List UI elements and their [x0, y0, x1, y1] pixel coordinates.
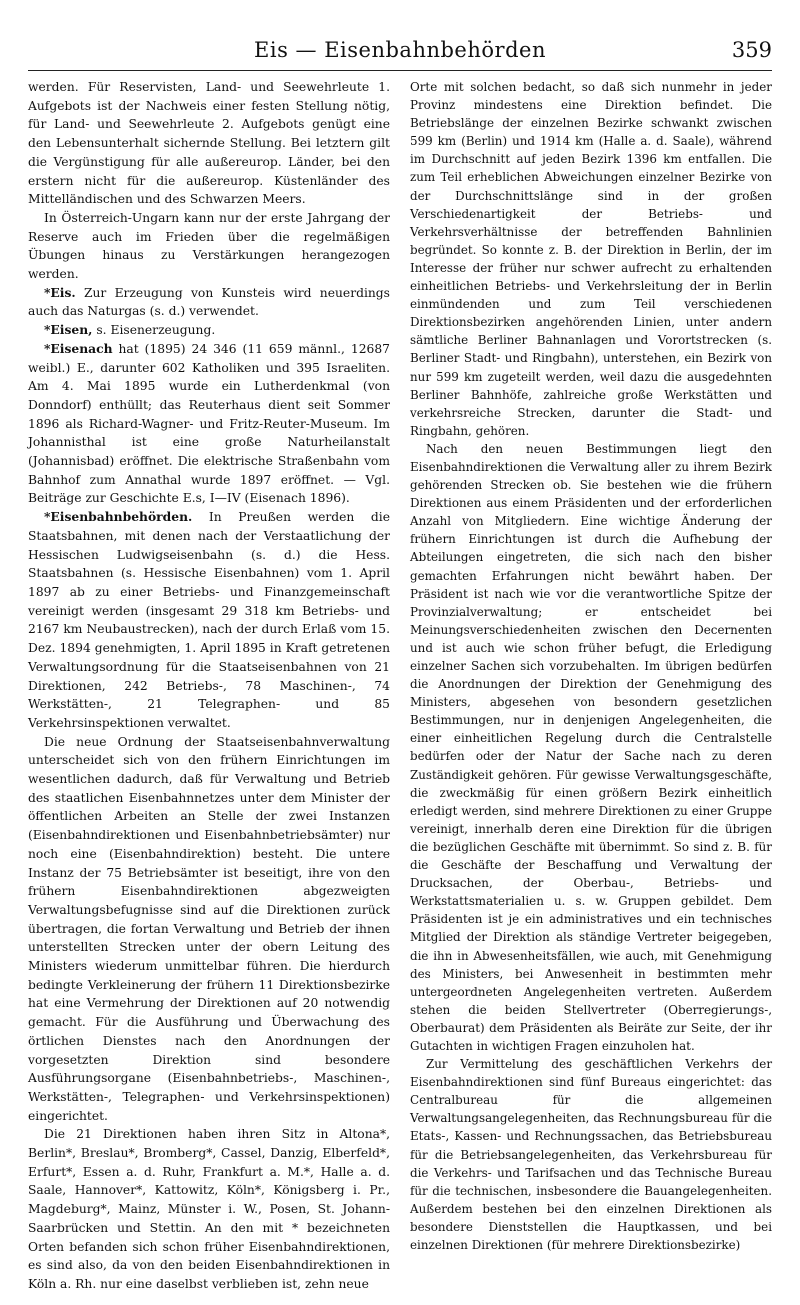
entry: *Eisenbahnbehörden. In Preußen werden die Staatsbahnen, mit denen nach der Verstaatlichung der Hessischen Ludwigseisenbahn (s. d.) die Hess. Staatsbahnen (s. Hessische Eisenbahnen) vom 1. April 1897 ab zu einer Betriebs- und Finanzgemeinschaft vereinigt werden (insgesamt 29 318 km Betriebs- und 2167 km Neubaustrecken), nach der durch Erlaß vom 15. Dez. 1894 genehmigten, 1. April 1895 in Kraft getretenen Verwaltungsordnung für die Staatseisenbahnen von 21 Direktionen, 242 Betriebs-, 78 Maschinen-, 74 Werkstätten-, 21 Telegraphen- und 85 Verkehrsinspektionen verwaltet. — [28, 509, 390, 730]
lemma: *Eisen, — [44, 322, 93, 338]
right-column — [410, 78, 772, 1254]
page-header — [28, 38, 772, 70]
lemma: *Eisenach — [44, 340, 113, 356]
entry: *Eisenach hat (1895) 24 346 (11 659 männl., 12687 weibl.) E., darunter 602 Katholiken und 395 Israeliten. Am 4. Mai 1895 wurde ein Lutherdenkmal (von Donndorf) enthüllt; das Reuterhaus dient seit Sommer 1896 als Richard-Wagner- und Fritz-Reuter-Museum. Im Johannisthal ist eine große Naturheilanstalt (Johannisbad) eröffnet. Die elektrische Straßenbahn vom Bahnhof zum Annathal wurde 1897 eröffnet. — Vgl. Beiträge zur Geschichte E.s, I—IV (Eisenach 1896). — [28, 340, 390, 506]
paragraph: Orte mit solchen bedacht, so daß sich nunmehr in jeder Provinz mindestens eine Direktion befindet. Die Betriebslänge der einzelnen Bezirke schwankt zwischen 599 km (Berlin) und 1914 km (Halle a. d. Saale), während im Durchschnitt auf jeden Bezirk 1396 km entfallen. Die zum Teil erheblichen Abweichungen einzelner Bezirke von der Durchschnittslänge sind in der großen Verschiedenartigkeit der Betriebs- und Verkehrsverhältnisse der betreffenden Bahnlinien begründet. So konnte z. B. der Direktion in Berlin, der im Interesse der früher nur schwer aufrecht zu erhaltenden einheitlichen Betriebs- und Verkehrsleitung der in Berlin einmündenden und zum Teil verschiedenen Direktionsbezirken angehörenden Linien, unter andern sämtliche Berliner Bahnanlagen und Vorortstrecken (s. Berliner Stadt- und Ringbahn), unterstehen, ein Bezirk von nur 599 km zugeteilt werden, weil dazu die ausgedehnten Berliner Bahnhöfe, zahlreiche große Werkstätten und verkehrsreiche Strecken, darunter die Stadt- und Ringbahn, gehören. — [410, 80, 772, 438]
header-rule — [28, 70, 772, 71]
paragraph: Nach den neuen Bestimmungen liegt den Eisenbahndirektionen die Verwaltung aller zu ihrem Bezirk gehörenden Strecken ob. Sie bestehen wie die frühern Direktionen aus einem Präsidenten und der erforderlichen Anzahl von Mitgliedern. Eine wichtige Änderung der frühern Einrichtungen ist durch die Aufhebung der Abteilungen eingetreten, die sich nach den bisher gemachten Erfahrungen nicht bewährt haben. Der Präsident ist nach wie vor die verantwortliche Spitze der Provinzialverwaltung; er entscheidet bei Meinungsverschiedenheiten zwischen den Decernenten und ist auch wie schon früher befugt, die Erledigung einzelner Sachen sich vorzubehalten. Im übrigen bedürfen die Anordnungen der Direktion der Genehmigung des Ministers, abgesehen von besondern gesetzlichen Bestimmungen, nur in denjenigen Angelegenheiten, die einer einheitlichen Regelung durch die Centralstelle bedürfen oder der Natur der Sache nach zu deren Zuständigkeit gehören. Für gewisse Verwaltungsgeschäfte, die zweckmäßig für einen größern Bezirk einheitlich erledigt werden, sind mehrere Direktionen zu einer Gruppe vereinigt, innerhalb deren eine Direktion für die übrigen die bezüglichen Geschäfte mit übernimmt. So sind z. B. für die Geschäfte der Beschaffung und Verwaltung der Drucksachen, der Oberbau-, Betriebs- und Werkstattsmaterialien u. s. w. Gruppen gebildet. Dem Präsidenten ist je ein administratives und ein technisches Mitglied der Direktion als ständige Vertreter beigegeben, die ihn in Abwesenheitsfällen, wie auch, mit Genehmigung des Ministers, bei Anwesenheit in bestimmten mehr untergeordneten Angelegenheiten vertreten. Außerdem stehen die beiden Stellvertreter (Oberregierungs-, Oberbaurat) dem Präsidenten als Beiräte zur Seite, der ihr Gutachten in wichtigen Fragen einzuholen hat. — [410, 441, 772, 1053]
entry: *Eis. Zur Erzeugung von Kunsteis wird neuerdings auch das Naturgas (s. d.) verwendet. — [28, 284, 390, 319]
left-column — [28, 78, 390, 1294]
lemma: *Eisenbahnbehörden. — [44, 509, 193, 525]
paragraph: werden. Für Reservisten, Land- und Seewehrleute 1. Aufgebots ist der Nachweis einer festen Stellung nötig, für Land- und Seewehrleute 2. Aufgebots genügt eine den Lebensunterhalt sichernde Stellung. Bei letztern gilt die Vergünstigung für alle außereurop. Länder, bei den erstern nicht für die außereurop. Küstenländer des Mittelländischen und des Schwarzen Meers. — [28, 80, 390, 207]
paragraph: Die neue Ordnung der Staatseisenbahnverwaltung unterscheidet sich von den frühern Einrichtungen im wesentlichen dadurch, daß für Verwaltung und Betrieb des staatlichen Eisenbahnnetzes unter dem Minister der öffentlichen Arbeiten an Stelle der zwei Instanzen (Eisenbahndirektionen und Eisenbahnbetriebsämter) nur noch eine (Eisenbahndirektion) besteht. Die untere Instanz der 75 Betriebsämter ist beseitigt, ihre von den frühern Eisenbahndirektionen abgezweigten Verwaltungsbefugnisse sind auf die Direktionen zurück übertragen, die fortan Verwaltung und Betrieb der ihnen unterstellten Strecken unter der obern Leitung des Ministers wiederum unmittelbar führen. Die hierdurch bedingte Verkleinerung der frühern 11 Direktionsbezirke hat eine Vermehrung der Direktionen auf 20 notwendig gemacht. Für die Ausführung und Überwachung des örtlichen Dienstes nach den Anordnungen der vorgesetzten Direktion sind besondere Ausführungsorgane (Eisenbahnbetriebs-, Maschinen-, Werkstätten-, Telegraphen- und Verkehrsinspektionen) eingerichtet. — [28, 734, 390, 1123]
lemma: *Eis. — [44, 284, 76, 300]
running-title: Eis — Eisenbahnbehörden — [254, 38, 546, 62]
paragraph: Die 21 Direktionen haben ihren Sitz in Altona*, Berlin*, Breslau*, Bromberg*, Cassel, Danzig, Elberfeld*, Erfurt*, Essen a. d. Ruhr, Frankfurt a. M.*, Halle a. d. Saale, Hannover*, Kattowitz, Köln*, Königsberg i. Pr., Magdeburg*, Mainz, Münster i. W., Posen, St. Johann-Saarbrücken und Stettin. An den mit * bezeichneten Orten befanden sich schon früher Eisenbahndirektionen, es sind also, da von den beiden Eisenbahndirektionen in Köln a. Rh. nur eine daselbst verblieben ist, zehn neue — [28, 1127, 390, 1291]
page-number: 359 — [731, 38, 772, 62]
entry: *Eisen, s. Eisenerzeugung. — [44, 322, 216, 338]
paragraph: Zur Vermittelung des geschäftlichen Verkehrs der Eisenbahndirektionen sind fünf Bureaus eingerichtet: das Centralbureau für die allgemeinen Verwaltungsangelegenheiten, das Rechnungsbureau für die Etats-, Kassen- und Rechnungssachen, das Betriebsbureau für die Betriebsangelegenheiten, das Verkehrsbureau für die Verkehrs- und Tarifsachen und das Technische Bureau für die technischen, insbesondere die Bauangelegenheiten. Außerdem bestehen bei den einzelnen Direktionen als besondere Dienststellen die Hauptkassen, und bei einzelnen Direktionen (für mehrere Direktionsbezirke) — [410, 1057, 772, 1252]
paragraph: In Österreich-Ungarn kann nur der erste Jahrgang der Reserve auch im Frieden über die regelmäßigen Übungen hinaus zu Verstärkungen herangezogen werden. — [28, 210, 390, 282]
